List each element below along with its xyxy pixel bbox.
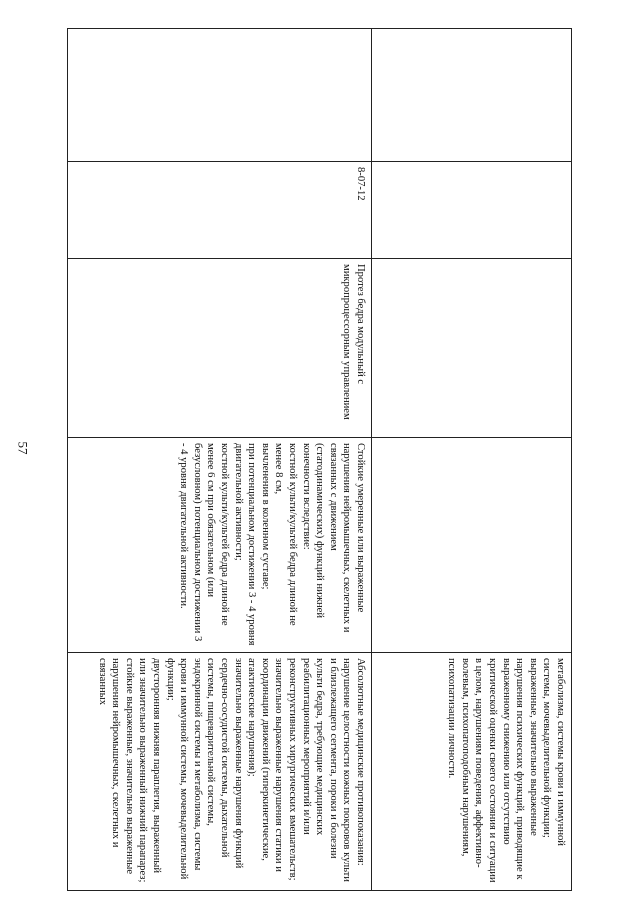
empty-cell: [372, 438, 572, 653]
contraindications-continued-cell: [372, 653, 572, 891]
table-row-continuation: [372, 29, 572, 891]
item-code: 8-07-12: [355, 167, 366, 201]
empty-cell: [372, 259, 572, 438]
table-row: [68, 29, 372, 891]
contraindications-text: Абсолютные медицинские противопоказания: нарушение целостности кожных покровов культи и близлежащего сегмента, пороки и болезни культи бедра, требующие медицинских реабилитационных мероприятий и/или реконструктивных хирургических вмешательств; значительно выраженные нарушения статики и координации движений (гиперкинетические, атактические нарушения); значительно выраженные нарушения функций сердечно-сосудистой системы, дыхательной системы, пищеварительной системы, эндокринной системы и метаболизма, системы крови и иммунной системы, мочевыделительной функции; двусторонняя нижняя параплегия, выраженный или значительно выраженный нижний парапарез; стойкие выраженные, значительно выраженные нарушения нейромышечных, скелетных и связанных: [96, 658, 366, 883]
rotated-table-wrapper: [68, 28, 572, 890]
code-cell: [68, 162, 372, 259]
page-number: 57: [15, 441, 31, 455]
contraindications-continued-text: метаболизма, системы крови и иммунной системы, мочевыделительной функции; выраженные, значительно выраженные нарушения психических функций, приводящие к выраженному снижению или отсутствию критической оценки своего состояния и ситуации в целом, нарушениям поведения, аффективно-волевым, психопатоподобным нарушениям, психопатизации личности.: [446, 658, 566, 883]
contraindications-cell: [68, 653, 372, 891]
name-cell: [68, 259, 372, 438]
empty-cell: [68, 29, 372, 162]
empty-cell: [372, 29, 572, 162]
indications-table: [67, 28, 572, 891]
indications-cell: [68, 438, 372, 653]
empty-cell: [372, 162, 572, 259]
item-name: Протез бедра модульный с микропроцессорным управлением: [341, 264, 366, 420]
indications-text: Стойкие умеренные или выраженные нарушения нейромышечных, скелетных и связанных с движением (статодинамических) функций нижней конечности вследствие: костной культи/культей бедра длиной не менее 8 см, вычленения в коленном суставе; при потенциальном достижении 3 - 4 уровня двигательной активности; костной культи/культей бедра длиной не менее 6 см при обязательном (или безусловном) потенциальном достижении 3 - 4 уровня двигательной активности.: [178, 443, 366, 646]
